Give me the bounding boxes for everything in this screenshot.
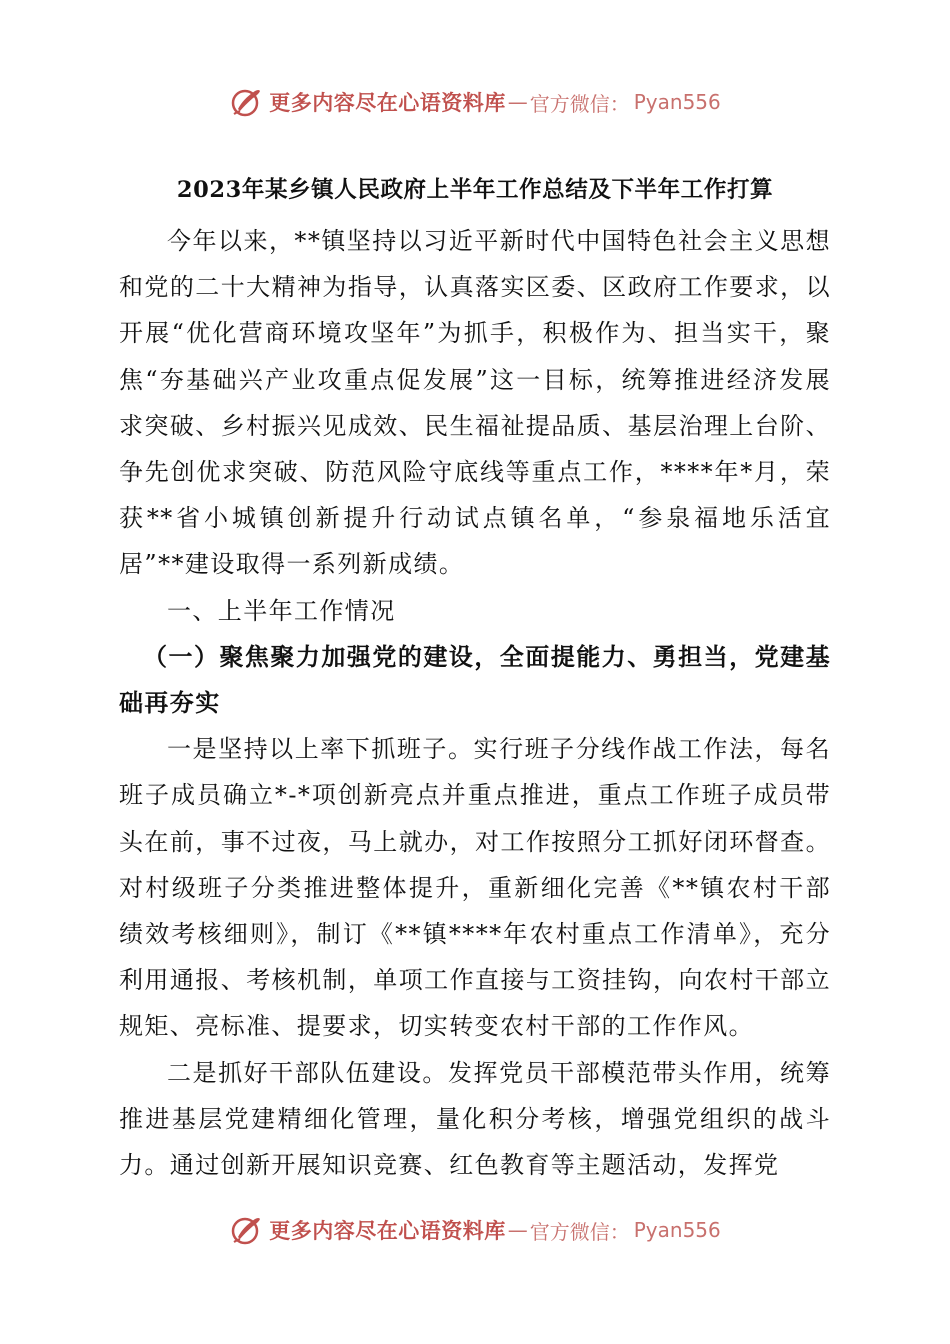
- subsection-heading: （一）聚焦聚力加强党的建设，全面提能力、勇担当，党建基础再夯实: [119, 641, 831, 718]
- brush-logo-icon: [229, 85, 263, 119]
- banner-separator: —: [507, 90, 528, 114]
- body-paragraph: 一是坚持以上率下抓班子。实行班子分线作战工作法，每名班子成员确立*-*项创新亮点并重点推进，重点工作班子成员带头在前，事不过夜，马上就办，对工作按照分工抓好闭环督查。对村级班子分类推进整体提升，重新细化完善《**镇农村干部绩效考核细则》，制订《**镇****年农村重点工作清单》，充分利用通报、考核机制，单项工作直接与工资挂钩，向农村干部立规矩、亮标准、提要求，切实转变农村干部的工作作风。: [119, 735, 831, 1041]
- banner-wechat-id: Pyan556: [633, 90, 721, 114]
- section-heading: 一、上半年工作情况: [167, 596, 396, 625]
- document-body: [119, 218, 831, 1188]
- document-title: 2023年某乡镇人民政府上半年工作总结及下半年工作打算: [176, 177, 774, 203]
- banner-text: 更多内容尽在心语资料库: [269, 1218, 506, 1243]
- banner-wechat-id: Pyan556: [633, 1218, 721, 1242]
- banner-official-label: 官方微信：: [529, 91, 630, 116]
- footer-watermark-banner: [0, 1210, 950, 1250]
- intro-paragraph: 今年以来，**镇坚持以习近平新时代中国特色社会主义思想和党的二十大精神为指导，认真落实区委、区政府工作要求，以开展“优化营商环境攻坚年”为抓手，积极作为、担当实干，聚焦“夯基础兴产业攻重点促发展”这一目标，统筹推进经济发展求突破、乡村振兴见成效、民生福祉提品质、基层治理上台阶、争先创优求突破、防范风险守底线等重点工作，****年*月，荣获**省小城镇创新提升行动试点镇名单，“参泉福地乐活宜居”**建设取得一系列新成绩。: [119, 227, 831, 579]
- body-paragraph: 二是抓好干部队伍建设。发挥党员干部模范带头作用，统筹推进基层党建精细化管理，量化积分考核，增强党组织的战斗力。通过创新开展知识竞赛、红色教育等主题活动，发挥党: [119, 1058, 831, 1180]
- brush-logo-icon: [229, 1213, 263, 1247]
- header-watermark-banner: [0, 82, 950, 122]
- banner-text: 更多内容尽在心语资料库: [269, 90, 506, 115]
- banner-official-label: 官方微信：: [529, 1219, 630, 1244]
- banner-separator: —: [507, 1218, 528, 1242]
